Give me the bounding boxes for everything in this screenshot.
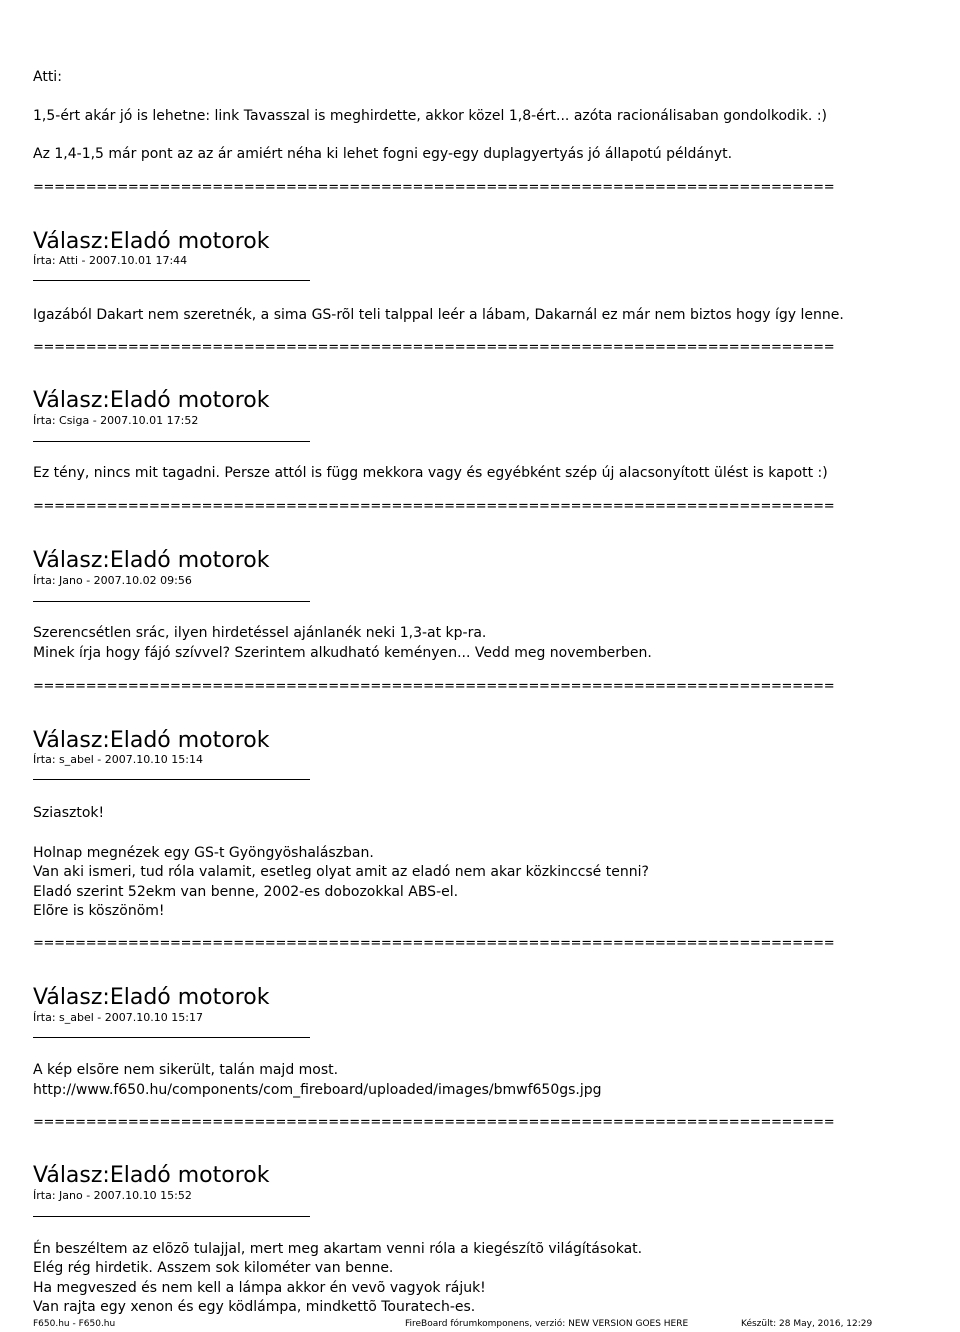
post-separator: ============================================================================ [33, 180, 835, 195]
post-line: Szerencsétlen srác, ilyen hirdetéssel ajánlanék neki 1,3-at kp-ra. [33, 625, 487, 641]
intro-line: 1,5-ért akár jó is lehetne: link Tavasszal is meghirdette, akkor közel 1,8-ért... azóta racionálisaban gondolkodik. :) [33, 108, 828, 124]
post-title: Válasz:Eladó motorok [33, 985, 270, 1010]
post-line: Ha megveszed és nem kell a lámpa akkor én vevõ vagyok rájuk! [33, 1280, 486, 1296]
post-meta: Írta: Jano - 2007.10.10 15:52 [33, 1189, 192, 1202]
post-rule [33, 280, 310, 281]
post-rule [33, 1037, 310, 1038]
post-meta: Írta: Csiga - 2007.10.01 17:52 [33, 414, 199, 427]
post-separator: ============================================================================ [33, 499, 835, 514]
footer-version: FireBoard fórumkomponens, verzió: NEW VERSION GOES HERE [405, 1319, 689, 1329]
post-meta: Írta: s_abel - 2007.10.10 15:17 [33, 1011, 203, 1024]
post-line: Van aki ismeri, tud róla valamit, esetleg olyat amit az eladó nem akar közkinccsé tenni? [33, 864, 649, 880]
post-line: Holnap megnézek egy GS-t Gyöngyöshalászban. [33, 845, 374, 861]
footer-site: F650.hu - F650.hu [33, 1319, 116, 1329]
post-meta: Írta: s_abel - 2007.10.10 15:14 [33, 753, 203, 766]
post-title: Válasz:Eladó motorok [33, 728, 270, 753]
post-title: Válasz:Eladó motorok [33, 388, 270, 413]
post-line: Én beszéltem az elõzõ tulajjal, mert meg akartam venni róla a kiegészítõ világításokat. [33, 1241, 643, 1257]
post-title: Válasz:Eladó motorok [33, 229, 270, 254]
post-separator: ============================================================================ [33, 936, 835, 951]
post-line: Van rajta egy xenon és egy ködlámpa, mindkettõ Touratech-es. [33, 1299, 476, 1315]
post-line: Sziasztok! [33, 805, 105, 821]
post-separator: ============================================================================ [33, 1115, 835, 1130]
post-line: Eladó szerint 52ekm van benne, 2002-es dobozokkal ABS-el. [33, 884, 459, 900]
post-separator: ============================================================================ [33, 340, 835, 355]
intro-line: Atti: [33, 69, 62, 85]
post-separator: ============================================================================ [33, 679, 835, 694]
post-rule [33, 441, 310, 442]
post-title: Válasz:Eladó motorok [33, 548, 270, 573]
post-meta: Írta: Atti - 2007.10.01 17:44 [33, 254, 188, 267]
post-line: Igazából Dakart nem szeretnék, a sima GS-rõl teli talppal leér a lábam, Dakarnál ez már nem biztos hogy így lenne. [33, 307, 844, 323]
post-link[interactable]: http://www.f650.hu/components/com_fireboard/uploaded/images/bmwf650gs.jpg [33, 1082, 602, 1098]
post-line: Minek írja hogy fájó szívvel? Szerintem alkudható keményen... Vedd meg novemberben. [33, 645, 652, 661]
post-meta: Írta: Jano - 2007.10.02 09:56 [33, 574, 192, 587]
post-rule [33, 779, 310, 780]
post-rule [33, 601, 310, 602]
post-line: Ez tény, nincs mit tagadni. Persze attól is függ mekkora vagy és egyébként szép új alacsonyított ülést is kapott :) [33, 465, 828, 481]
post-line: A kép elsõre nem sikerült, talán majd most. [33, 1062, 339, 1078]
intro-line: Az 1,4-1,5 már pont az az ár amiért néha ki lehet fogni egy-egy duplagyertyás jó állapotú példányt. [33, 146, 733, 162]
post-rule [33, 1216, 310, 1217]
post-title: Válasz:Eladó motorok [33, 1163, 270, 1188]
post-line: Elõre is köszönöm! [33, 903, 165, 919]
post-line: Elég rég hirdetik. Asszem sok kilométer van benne. [33, 1260, 394, 1276]
footer-created: Készült: 28 May, 2016, 12:29 [741, 1319, 873, 1329]
